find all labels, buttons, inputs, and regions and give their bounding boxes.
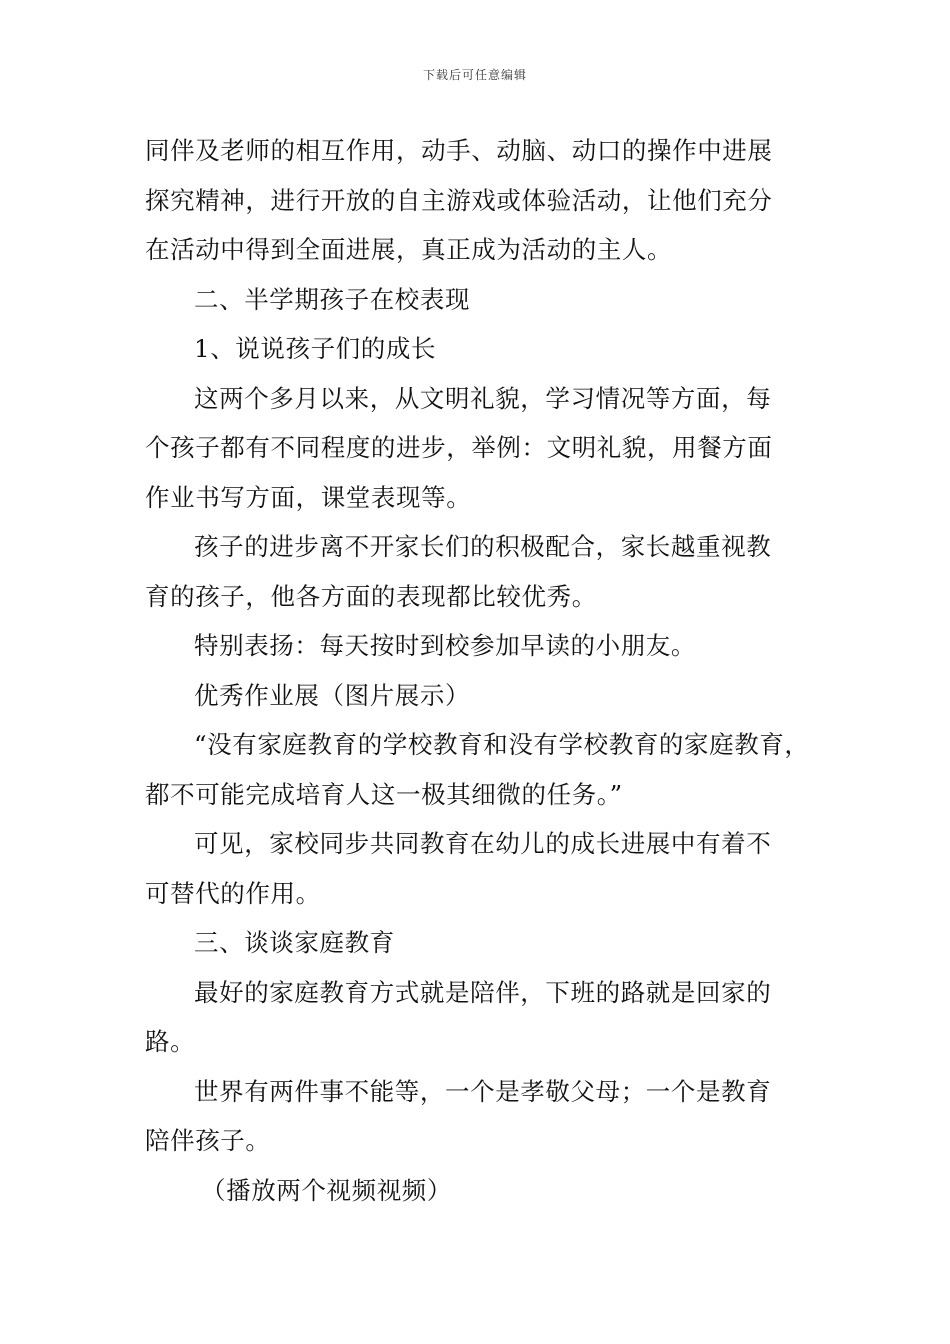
page-header-note: 下载后可任意编辑 xyxy=(422,68,527,82)
paragraph-line: 探究精神，进行开放的自主游戏或体验活动，让他们充分 xyxy=(145,185,773,215)
paragraph-line: （播放两个视频视频） xyxy=(201,1175,452,1205)
paragraph-line: 陪伴孩子。 xyxy=(145,1126,271,1155)
paragraph-line: 个孩子都有不同程度的进步，举例：文明礼貌，用餐方面 xyxy=(145,433,773,462)
paragraph-line: 可替代的作用。 xyxy=(145,878,321,908)
paragraph-line: 可见，家校同步共同教育在幼儿的成长进展中有着不 xyxy=(194,829,772,858)
paragraph-line: 这两个多月以来，从文明礼貌，学习情况等方面，每 xyxy=(194,383,772,413)
paragraph-line: 孩子的进步离不开家长们的积极配合，家长越重视教 xyxy=(194,532,772,561)
subsection-heading: 1、说说孩子们的成长 xyxy=(194,334,437,363)
document-body xyxy=(145,126,825,1215)
paragraph-line: 作业书写方面，课堂表现等。 xyxy=(145,482,472,512)
paragraph-line: 特别表扬：每天按时到校参加早读的小朋友。 xyxy=(194,631,696,660)
paragraph-line: 最好的家庭教育方式就是陪伴，下班的路就是回家的 xyxy=(194,977,772,1007)
quote-line: “没有家庭教育的学校教育和没有学校教育的家庭教育， xyxy=(194,730,810,759)
paragraph-line: 路。 xyxy=(145,1027,196,1056)
section-heading: 三、谈谈家庭教育 xyxy=(194,928,395,957)
paragraph-line: 世界有两件事不能等，一个是孝敬父母；一个是教育 xyxy=(194,1076,772,1106)
paragraph-line: 同伴及老师的相互作用，动手、动脑、动口的操作中进展 xyxy=(145,136,773,165)
paragraph-line: 在活动中得到全面进展，真正成为活动的主人。 xyxy=(145,235,673,264)
paragraph-line: 优秀作业展（图片展示） xyxy=(194,680,471,710)
quote-line: 都不可能完成培育人这一极其细微的任务。” xyxy=(145,779,623,809)
section-heading: 二、半学期孩子在校表现 xyxy=(194,284,471,314)
paragraph-line: 育的孩子，他各方面的表现都比较优秀。 xyxy=(145,581,597,611)
